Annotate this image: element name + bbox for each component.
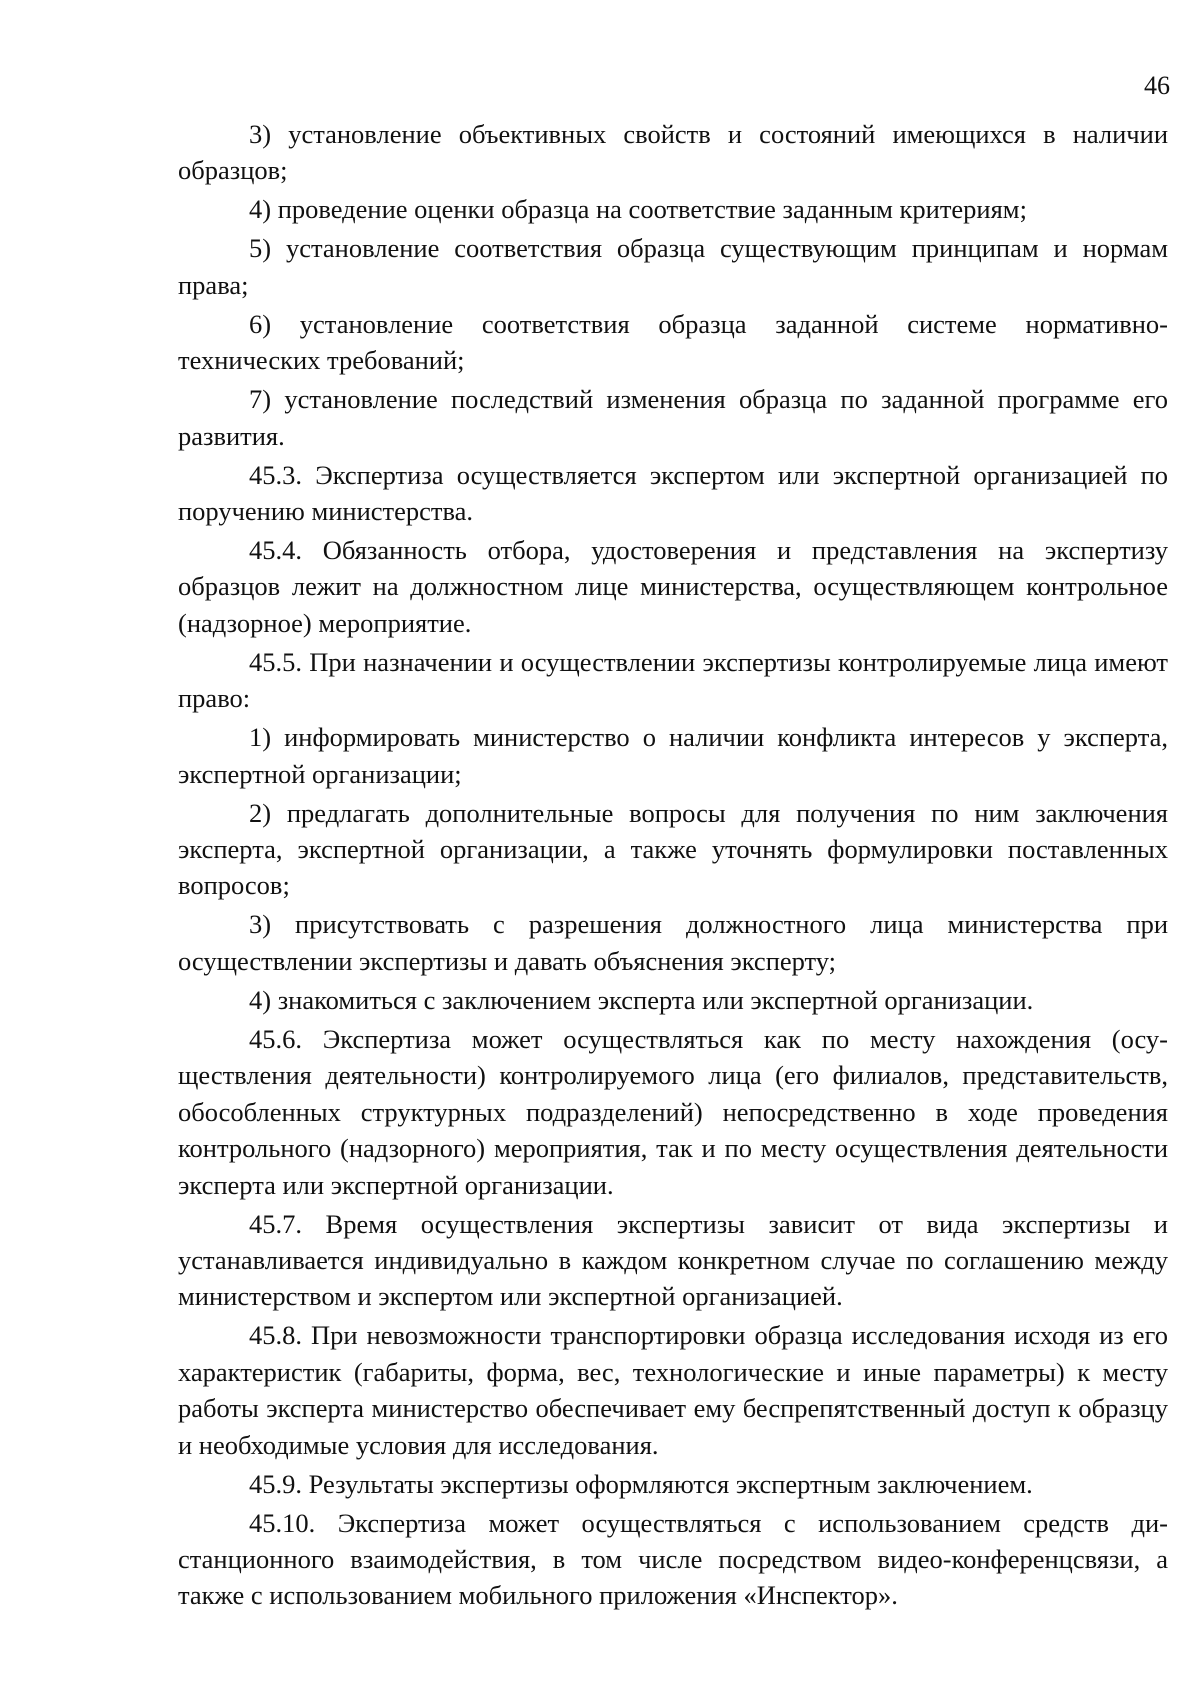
paragraph-45-5: 45.5. При назначении и осуществлении экспертизы контролируемые лица имеют право: xyxy=(178,646,1168,714)
paragraph-item-7: 7) установление последствий изменения образца по заданной программе его развития. xyxy=(178,384,1168,451)
paragraph-45-7: 45.7. Время осуществления экспертизы зависит от вида экспертизы и устанавливается индивидуально в каждом конкретном случае по соглашению между министерством и экспертом или экспертной организацией. xyxy=(178,1208,1168,1312)
paragraph-item-3: 3) установление объективных свойств и состояний имеющихся в наличии образцов; xyxy=(178,119,1168,186)
paragraph-45-8: 45.8. При невозможности транспортировки образца исследования исходя из его характеристик (габариты, форма, вес, технологические и иные параметры) к месту работы эксперта министерство обеспечивает ему беспрепятственный доступ к образцу и необходимые условия для исследования. xyxy=(178,1320,1168,1460)
paragraph-45-5-item-2: 2) предлагать дополнительные вопросы для получения по ним заключения эксперта, экспертной организации, а также уточнять формулировки поставленных вопросов; xyxy=(178,797,1168,901)
document-body xyxy=(178,116,1168,1616)
paragraph-item-6: 6) установление соответствия образца заданной системе нормативно-технических требований; xyxy=(178,308,1168,376)
paragraph-45-5-item-4: 4) знакомиться с заключением эксперта или экспертной организации. xyxy=(249,984,1034,1015)
paragraph-item-4: 4) проведение оценки образца на соответствие заданным критериям; xyxy=(249,194,1027,225)
paragraph-45-6: 45.6. Экспертиза может осуществляться как по месту нахождения (осуществления деятельности) контролируемого лица (его филиалов, представительств, обособленных структурных подразделений) непосредственно в ходе проведения контрольного (надзорного) мероприятия, так и по месту осуществления деятельности эксперта или экспертной организации. xyxy=(178,1023,1168,1200)
page-number: 46 xyxy=(1144,71,1170,100)
paragraph-45-5-item-1: 1) информировать министерство о наличии конфликта интересов у эксперта, экспертной организации; xyxy=(178,722,1168,789)
paragraph-45-4: 45.4. Обязанность отбора, удостоверения и представления на экспертизу образцов лежит на должностном лице министерства, осуществляющем контрольное (надзорное) мероприятие. xyxy=(178,535,1168,638)
paragraph-45-5-item-3: 3) присутствовать с разрешения должностного лица министерства при осуществлении экспертизы и давать объяснения эксперту; xyxy=(178,909,1168,976)
paragraph-45-9: 45.9. Результаты экспертизы оформляются экспертным заключением. xyxy=(249,1468,1033,1499)
paragraph-item-5: 5) установление соответствия образца существующим принципам и нормам права; xyxy=(178,233,1168,300)
paragraph-45-10: 45.10. Экспертиза может осуществляться с использованием средств дистанционного взаимодействия, в том числе посредством видео-конференцсвязи, а также с использованием мобильного приложения «Инспектор». xyxy=(178,1507,1168,1611)
paragraph-45-3: 45.3. Экспертиза осуществляется экспертом или экспертной организацией по поручению министерства. xyxy=(178,459,1168,527)
